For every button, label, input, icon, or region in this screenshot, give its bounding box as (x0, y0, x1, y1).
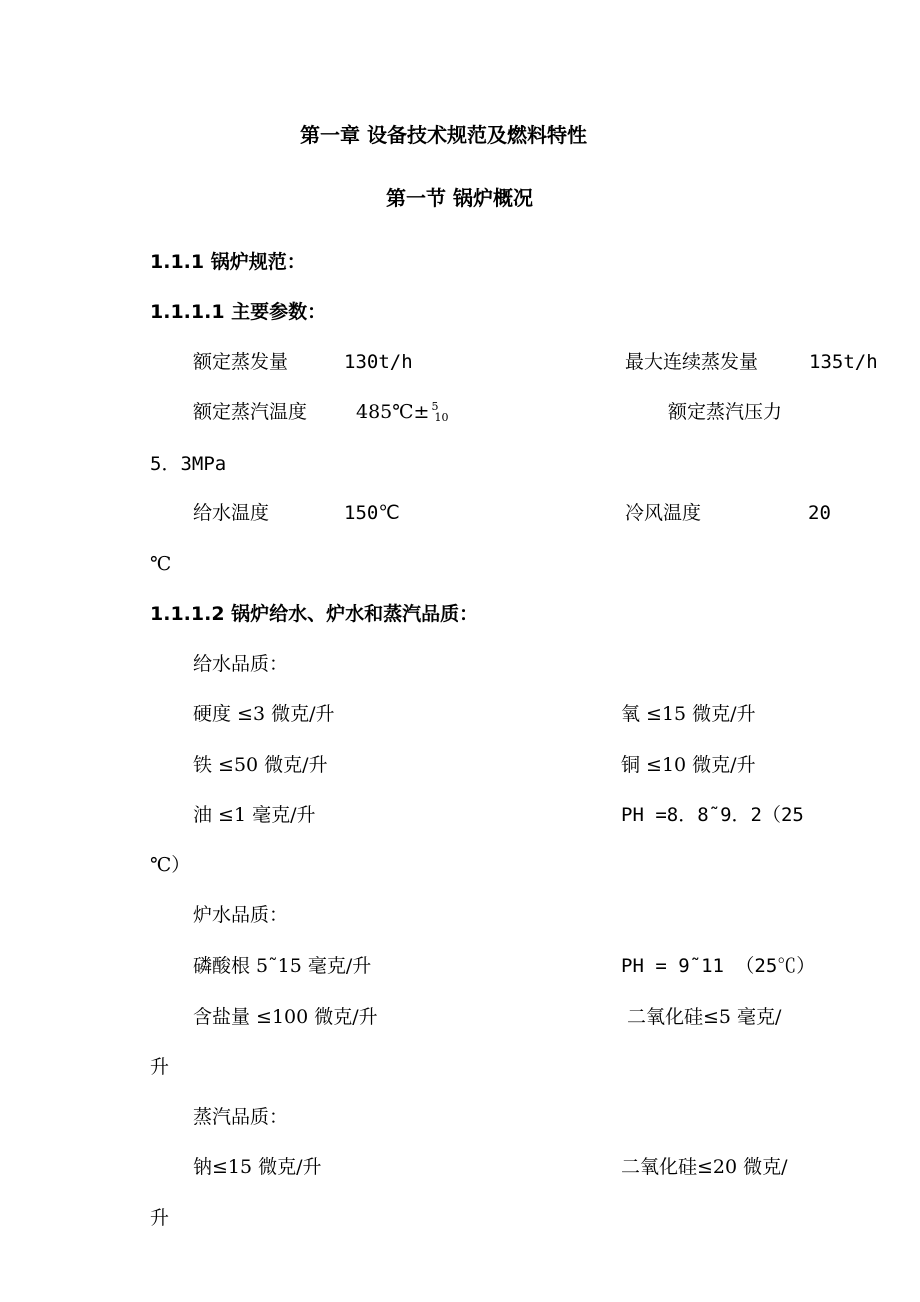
feedwater-oil: 油 ≤1 毫克/升 (193, 804, 316, 826)
heading-1-1-1-1: 1.1.1.1 主要参数： (150, 301, 327, 323)
rated-press-value: 5．3MPa (150, 453, 227, 475)
boilerwater-salt: 含盐量 ≤100 微克/升 (193, 1006, 378, 1028)
feedwater-hardness: 硬度 ≤3 微克/升 (193, 703, 335, 725)
heading-1-1-1-2: 1.1.1.2 锅炉给水、炉水和蒸汽品质： (150, 603, 479, 625)
rated-temp-value (356, 400, 449, 424)
feedwater-iron: 铁 ≤50 微克/升 (193, 754, 328, 776)
rated-evap-value: 130t/h (344, 351, 413, 373)
boilerwater-phosphate: 磷酸根 5˜15 毫克/升 (193, 955, 372, 977)
cold-air-label: 冷风温度 (625, 502, 702, 524)
boilerwater-title: 炉水品质： (193, 904, 289, 926)
feedwater-ph-tail: ℃） (150, 854, 191, 876)
boilerwater-silica: 二氧化硅≤5 毫克/ (627, 1006, 782, 1028)
chapter-title: 第一章 设备技术规范及燃料特性 (300, 123, 587, 147)
max-evap-value: 135t/h (809, 351, 878, 373)
steam-title: 蒸汽品质： (193, 1106, 289, 1128)
rated-press-label: 额定蒸汽压力 (668, 401, 783, 423)
feedwater-temp-label: 给水温度 (193, 502, 270, 524)
steam-sodium: 钠≤15 微克/升 (193, 1156, 322, 1178)
feedwater-oxygen: 氧 ≤15 微克/升 (621, 703, 756, 725)
rated-temp-tolerance (429, 400, 449, 424)
steam-silica-tail: 升 (150, 1207, 170, 1229)
feedwater-temp-value: 150℃ (344, 502, 400, 524)
feedwater-title: 给水品质： (193, 653, 289, 675)
rated-temp-sub: 10 (434, 411, 449, 424)
rated-temp-label: 额定蒸汽温度 (193, 401, 308, 423)
rated-temp-main: 485℃± (356, 401, 430, 423)
section-title: 第一节 锅炉概况 (386, 186, 533, 210)
feedwater-copper: 铜 ≤10 微克/升 (621, 754, 756, 776)
feedwater-ph: PH =8．8˜9．2（25 (621, 804, 804, 826)
rated-evap-label: 额定蒸发量 (193, 351, 289, 373)
rated-temp-sup: 5 (431, 400, 439, 413)
boilerwater-silica-tail: 升 (150, 1056, 170, 1078)
cold-air-value: 20 (808, 502, 831, 524)
cold-air-unit: ℃ (150, 553, 172, 575)
boilerwater-ph: PH = 9˜11 （25℃） (621, 955, 816, 977)
heading-1-1-1: 1.1.1 锅炉规范： (150, 251, 306, 273)
max-evap-label: 最大连续蒸发量 (625, 351, 759, 373)
steam-silica: 二氧化硅≤20 微克/ (621, 1156, 788, 1178)
